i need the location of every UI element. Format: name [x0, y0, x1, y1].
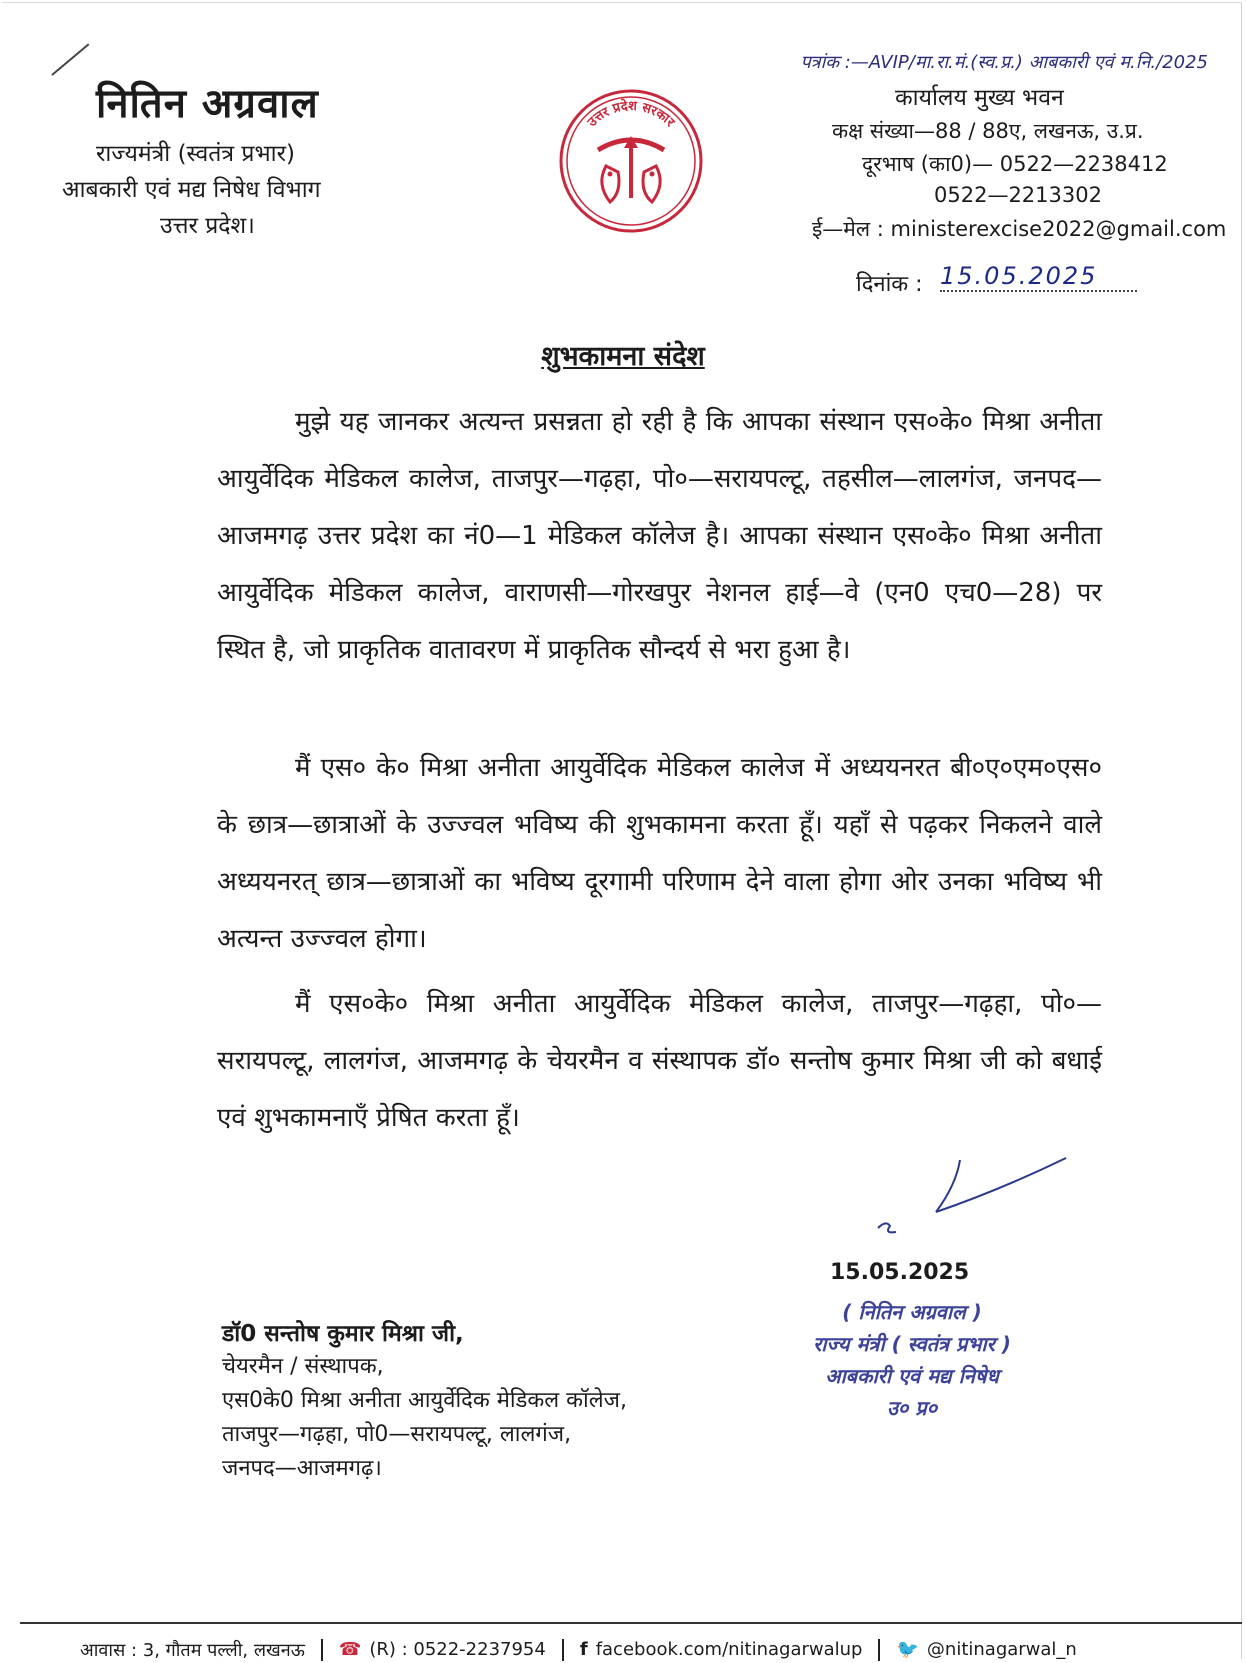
footer-separator: [321, 1639, 323, 1661]
body-paragraph-2: मैं एस० के० मिश्रा अनीता आयुर्वेदिक मेडिकल कालेज में अध्ययनरत बी०ए०एम०एस० के छात्र—छात्राओं के उज्ज्वल भविष्य की शुभकामना करता हूँ। यहाँ से पढ़कर निकलने वाले अध्ययनरत् छात्र—छात्राओं का भविष्य दूरगामी परिणाम देने वाला होगा ओर उनका भविष्य भी अत्यन्त उज्ज्वल होगा।: [217, 753, 1102, 954]
footer-separator: [562, 1639, 564, 1661]
emblem-text: उत्तर प्रदेश सरकार: [584, 98, 678, 131]
office-phone-2: 0522—2213302: [934, 183, 1102, 207]
office-phone-1: दूरभाष (का0)— 0522—2238412: [862, 152, 1168, 176]
office-email: ई—मेल : ministerexcise2022@gmail.com: [812, 217, 1227, 241]
recipient-line-2: एस0के0 मिश्रा अनीता आयुर्वेदिक मेडिकल कॉलेज,: [222, 1388, 627, 1413]
body-paragraph-3: मैं एस०के० मिश्रा अनीता आयुर्वेदिक मेडिकल कालेज, ताजपुर—गढ़हा, पो०—सरायपल्टू, लालगंज, आजमगढ़ के चेयरमैन व संस्थापक डॉ० सन्तोष कुमार मिश्रा जी को बधाई एवं शुभकामनाएँ प्रेषित करता हूँ।: [217, 989, 1102, 1133]
twitter-icon: 🐦: [896, 1639, 919, 1660]
letter-subject: शुभकामना संदेश: [541, 341, 705, 372]
stamp-name: ( नितिन अग्रवाल ): [842, 1300, 982, 1324]
reference-number: पत्रांक :—AVIP/मा.रा.मं.(स्व.प्र.) आबकारी एवं म.नि./2025: [800, 52, 1208, 73]
sender-title: राज्यमंत्री (स्वतंत्र प्रभार): [96, 141, 295, 167]
footer-separator: [878, 1639, 880, 1661]
recipient-name: डॉ0 सन्तोष कुमार मिश्रा जी,: [222, 1321, 464, 1347]
footer: [80, 1636, 1240, 1663]
handwritten-signature: [860, 1150, 1080, 1240]
body-paragraph-1: मुझे यह जानकर अत्यन्त प्रसन्नता हो रही है कि आपका संस्थान एस०के० मिश्रा अनीता आयुर्वेदिक मेडिकल कालेज, ताजपुर—गढ़हा, पो०—सरायपल्टू, तहसील—लालगंज, जनपद—आजमगढ़ उत्तर प्रदेश का नं0—1 मेडिकल कॉलेज है। आपका संस्थान एस०के० मिश्रा अनीता आयुर्वेदिक मेडिकल कालेज, वाराणसी—गोरखपुर नेशनल हाई—वे (एन0 एच0—28) पर स्थित है, जो प्राकृतिक वातावरण में प्राकृतिक सौन्दर्य से भरा हुआ है।: [217, 407, 1102, 665]
signature-date: 15.05.2025: [830, 1260, 970, 1285]
footer-rule: [20, 1622, 1242, 1624]
recipient-line-4: जनपद—आजमगढ़।: [222, 1456, 382, 1481]
footer-residence: आवास : 3, गौतम पल्ली, लखनऊ: [80, 1639, 305, 1661]
office-building: कार्यालय मुख्य भवन: [895, 85, 1064, 111]
recipient-line-1: चेयरमैन / संस्थापक,: [222, 1354, 384, 1379]
footer-facebook[interactable]: facebook.com/nitinagarwalup: [595, 1639, 863, 1660]
office-room: कक्ष संख्या—88 / 88ए, लखनऊ, उ.प्र.: [832, 119, 1144, 143]
stamp-department: आबकारी एवं मद्य निषेध: [825, 1364, 999, 1388]
footer-twitter[interactable]: @nitinagarwal_n: [926, 1639, 1077, 1660]
sender-department: आबकारी एवं मद्य निषेध विभाग: [62, 177, 321, 203]
sender-state: उत्तर प्रदेश।: [160, 213, 255, 239]
recipient-line-3: ताजपुर—गढ़हा, पो0—सरायपल्टू, लालगंज,: [222, 1422, 572, 1447]
up-government-emblem-icon: [558, 88, 704, 234]
date-label: दिनांक :: [856, 272, 923, 297]
stamp-state: उ० प्र०: [886, 1396, 938, 1420]
sender-name: नितिन अग्रवाल: [96, 81, 319, 127]
stamp-title: राज्य मंत्री ( स्वतंत्र प्रभार ): [813, 1332, 1011, 1356]
footer-phone: (R) : 0522-2237954: [369, 1639, 546, 1660]
facebook-icon: f: [579, 1639, 588, 1660]
date-value: 15.05.2025: [940, 262, 1137, 292]
phone-icon: ☎: [338, 1639, 362, 1660]
